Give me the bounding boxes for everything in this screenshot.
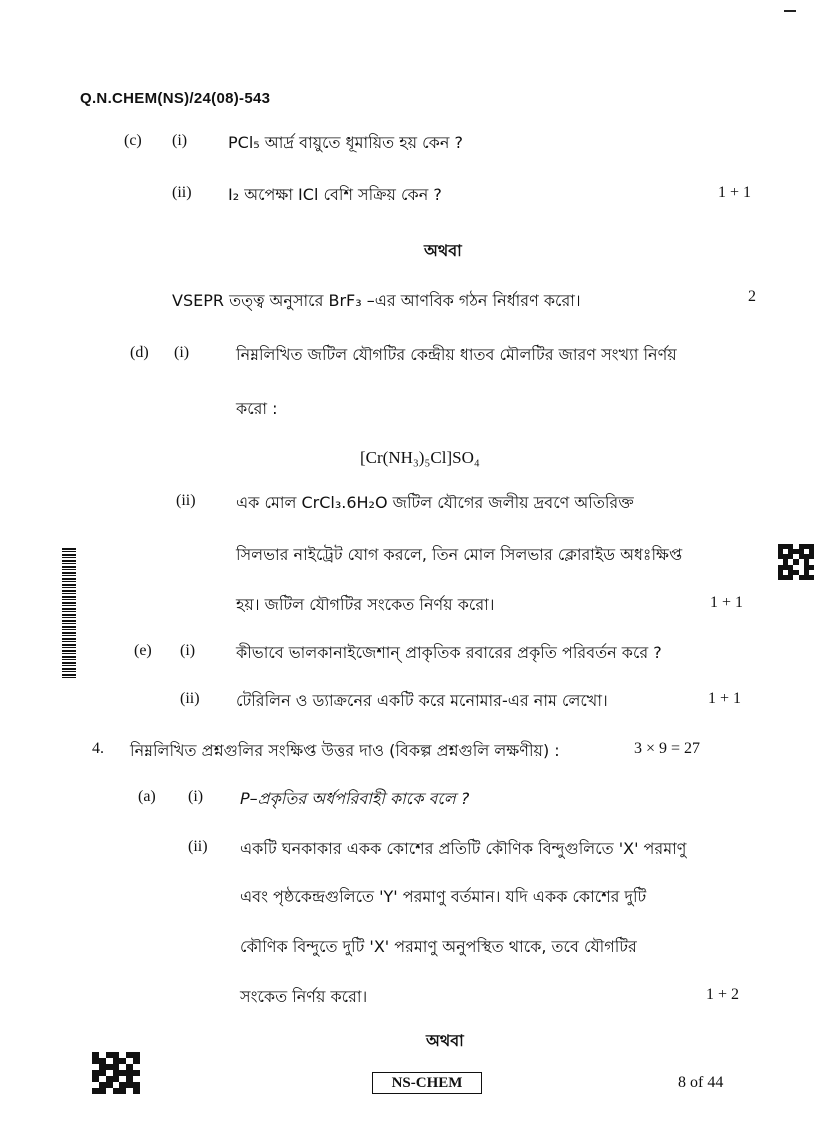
q3d-i-line2: করো : bbox=[236, 399, 278, 418]
corner-mark bbox=[784, 10, 796, 12]
q3d-i-formula: [Cr(NH₃)₅Cl]SO₄ bbox=[360, 448, 480, 467]
q4a-label: (a) bbox=[138, 788, 156, 805]
q4a-ii-line2: এবং পৃষ্ঠকেন্দ্রগুলিতে 'Y' পরমাণু বর্তমান। যদি একক কোশের দুটি bbox=[240, 887, 647, 906]
q4-text: নিম্নলিখিত প্রশ্নগুলির সংক্ষিপ্ত উত্তর দাও (বিকল্প প্রশ্নগুলি লক্ষণীয়) : bbox=[130, 741, 560, 760]
q3c-alt-text: VSEPR তত্ত্ব অনুসারে BrF₃ –এর আণবিক গঠন নির্ধারণ করো। bbox=[172, 291, 581, 310]
q4a-ii-line1: একটি ঘনকাকার একক কোশের প্রতিটি কৌণিক বিন্দুগুলিতে 'X' পরমাণু bbox=[240, 839, 687, 858]
q4a-ii-line3: কৌণিক বিন্দুতে দুটি 'X' পরমাণু অনুপস্থিত থাকে, তবে যৌগটির bbox=[240, 937, 637, 956]
q3e-i-text: কীভাবে ভালকানাইজেশান্ প্রাকৃতিক রবারের প্রকৃতি পরিবর্তন করে ? bbox=[236, 643, 662, 662]
q4a-ii-label: (ii) bbox=[188, 838, 208, 855]
q3c-ii-label: (ii) bbox=[172, 184, 192, 201]
q4-marks: 3 × 9 = 27 bbox=[634, 740, 701, 757]
q3e-ii-text: টেরিলিন ও ড্যাক্রনের একটি করে মনোমার-এর নাম লেখো। bbox=[236, 691, 608, 710]
q4-number: 4. bbox=[92, 740, 104, 757]
q4-or: অথবা bbox=[426, 1031, 464, 1050]
q3e-label: (e) bbox=[134, 642, 152, 659]
footer-code-box: NS-CHEM bbox=[372, 1072, 482, 1094]
q3d-i-line1: নিম্নলিখিত জটিল যৌগটির কেন্দ্রীয় ধাতব মৌলটির জারণ সংখ্যা নির্ণয় bbox=[236, 345, 677, 364]
paper-code-header: Q.N.CHEM(NS)/24(08)-543 bbox=[80, 90, 271, 107]
q4a-ii-line4: সংকেত নির্ণয় করো। bbox=[240, 987, 368, 1006]
q3d-ii-label: (ii) bbox=[176, 492, 196, 509]
q3d-ii-line2: সিলভার নাইট্রেট যোগ করলে, তিন মোল সিলভার ক্লোরাইড অধঃক্ষিপ্ত bbox=[236, 545, 683, 564]
q3c-label: (c) bbox=[124, 132, 142, 149]
q3d-label: (d) bbox=[130, 344, 149, 361]
q3c-ii-text: I₂ অপেক্ষা ICl বেশি সক্রিয় কেন ? bbox=[228, 185, 442, 204]
qr-code-bottom-icon bbox=[92, 1052, 140, 1094]
q4a-i-text: P–প্রকৃতির অর্ধপরিবাহী কাকে বলে ? bbox=[240, 789, 470, 808]
q3c-i-label: (i) bbox=[172, 132, 188, 149]
page-number: 8 of 44 bbox=[678, 1074, 724, 1091]
barcode-icon bbox=[62, 548, 76, 680]
q4a-ii-marks: 1 + 2 bbox=[706, 986, 740, 1003]
q3c-or: অথবা bbox=[424, 241, 462, 260]
q3d-ii-line1: এক মোল CrCl₃.6H₂O জটিল যৌগের জলীয় দ্রবণে অতিরিক্ত bbox=[236, 493, 634, 512]
q3e-ii-label: (ii) bbox=[180, 690, 200, 707]
q3c-i-text: PCl₅ আর্দ্র বায়ুতে ধূমায়িত হয় কেন ? bbox=[228, 133, 463, 152]
q3c-alt-marks: 2 bbox=[748, 288, 756, 305]
q3d-ii-marks: 1 + 1 bbox=[710, 594, 744, 611]
qr-code-icon bbox=[778, 544, 814, 580]
q4a-i-label: (i) bbox=[188, 788, 204, 805]
q3c-ii-marks: 1 + 1 bbox=[718, 184, 752, 201]
q3d-ii-line3: হয়। জটিল যৌগটির সংকেত নির্ণয় করো। bbox=[236, 595, 495, 614]
q3e-i-label: (i) bbox=[180, 642, 196, 659]
q3d-i-label: (i) bbox=[174, 344, 190, 361]
q3e-ii-marks: 1 + 1 bbox=[708, 690, 742, 707]
